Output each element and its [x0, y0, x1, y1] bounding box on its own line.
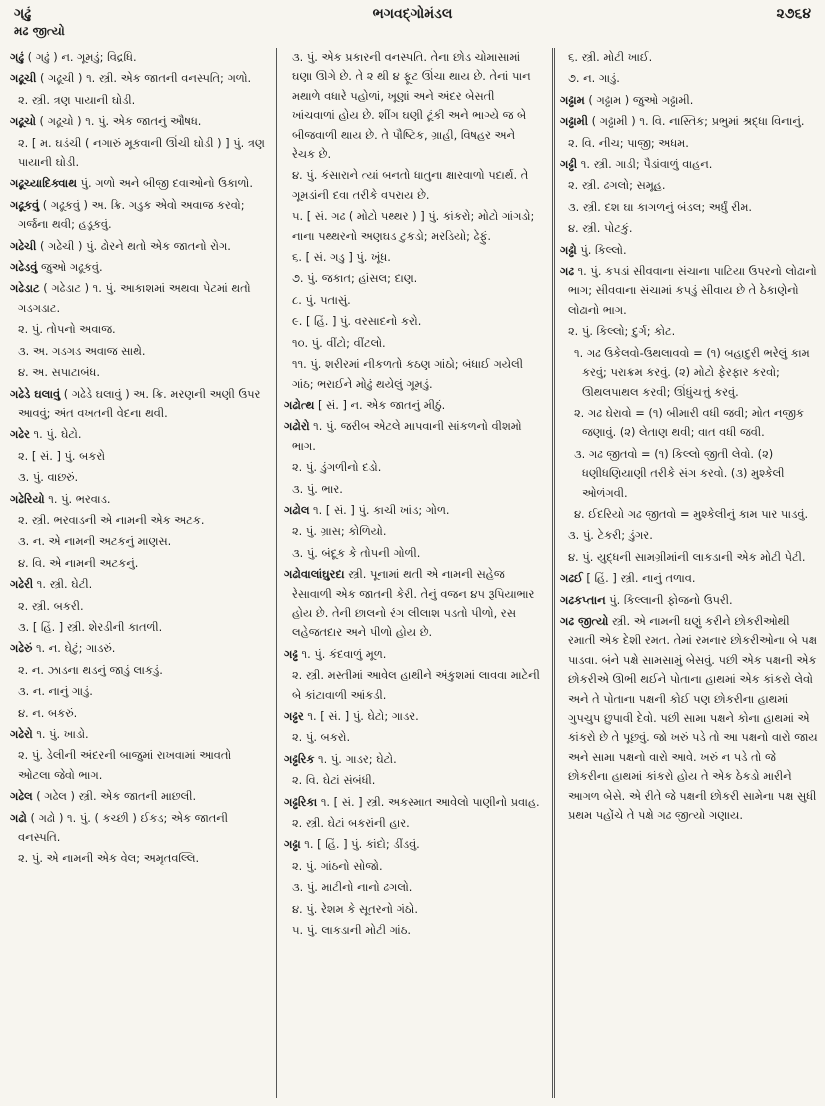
dictionary-entry [560, 262, 818, 320]
headword: ગઢેરી [10, 577, 34, 592]
sense-line: ૨. પું. બકરો. [292, 730, 351, 745]
entry-definition: ૧. [ સં. ] પું. ઘેટો; ગાડર. [303, 709, 419, 723]
entry-definition: ૧. પું. કપડાં સીવવાના સંચાના પાટિયા ઉપરનો લોઢાનો ભાગ; સીવવાના સંચામાં કપડું સીવાય છે તે ઠેકાણેનો લોઢાનો ભાગ. [568, 264, 817, 317]
dictionary-entry [10, 112, 266, 131]
sense-line: ૩. સ્ત્રી. દશ ઘા કાગળનું બંડલ; અર્ધું રીમ. [568, 199, 753, 214]
dictionary-entry [284, 750, 540, 769]
entry-definition: પું. કિલ્લો. [576, 242, 627, 257]
headword: ગઢો [10, 810, 27, 825]
headword: ગઢ્ઢર [284, 709, 304, 723]
sense-line: ૩. ન. નાનું ગાડું. [18, 684, 93, 699]
sense-line: ૨. સ્ત્રી. ત્રણ પાયાની ઘોડી. [18, 92, 136, 107]
sense-line: ૨. પું. ડુંગળીનો દડો. [292, 460, 382, 475]
sense-line: ૨. સ્ત્રી. મસ્તીમાં આવેલ હાથીને અંકુશમાં લાવવા માટેની બે કાંટાવાળી આંકડી. [292, 668, 540, 702]
entry-definition: ( ગઢેચી ) પું. ઢોરને થતો એક જાતનો રોગ. [36, 238, 231, 253]
headword: ગઢેરો [10, 727, 33, 741]
dictionary-entry [560, 112, 818, 131]
headword: ગઢેડે ઘલાવું [10, 386, 61, 401]
dictionary-entry [560, 155, 818, 174]
sense-line: ૩. પું. ટેકરી; ડુંગર. [568, 528, 653, 543]
sense-line: ૨. સ્ત્રી. ઘેટાં બકરાંની હાર. [292, 816, 410, 831]
entry-definition: ૧. ન. ઘેટું; ગાડરું. [32, 641, 116, 656]
entry-definition: સ્ત્રી. પૂનામાં થતી એ નામની સહેજ રેસાવાળી એક જાતની કેરી. તેનું વજન ૪૫ રૂપિયાભાર હોય છે. તેની છાલનો રંગ લીલાશ પડતો પીળો, રસ લહેજતદાર અને પીળો હોય છે. [292, 567, 535, 640]
sense-line: ૭. ન. ગાડું. [568, 71, 620, 86]
headword: ગઢ્ઢરિકા [284, 794, 318, 809]
dictionary-entry [10, 279, 266, 318]
dictionary-entry [284, 645, 540, 664]
dictionary-entry [284, 565, 540, 643]
column-divider-1 [276, 48, 277, 1098]
entry-definition: ( ગઢૂકવું ) અ. ક્રિ. ગડુક એવો અવાજ કરવો; ગર્જના થવી; હડૂકવું. [18, 197, 245, 232]
dictionary-entry [10, 237, 266, 256]
idiom-line: ૪. ઈદરિયો ગઢ જીતવો = મુશ્કેલીનું કામ પાર પાડવું. [574, 506, 809, 521]
dictionary-entry [10, 174, 266, 193]
entry-definition: ( ગઢૂચી ) ૧. સ્ત્રી. એક જાતની વનસ્પતિ; ગળો. [36, 71, 252, 86]
sense-line: ૨. [ સં. ] પું. બકરો [18, 448, 106, 463]
entry-definition: ( ગઢેડે ઘલાવું ) અ. ક્રિ. મરણની અણી ઉપર આવવું; અંત વખતની વેદના થવી. [18, 386, 261, 420]
sense-line: ૩. [ હિં. ] સ્ત્રી. શેરડીની કાતળી. [18, 619, 163, 634]
sense-line: ૪. પું. કંસારાને ત્યાં બનતો ધાતુના ક્ષારવાળો પદાર્થ. તે ગૂમડાંની દવા તરીકે વપરાય છે. [292, 168, 529, 202]
dictionary-entry [560, 591, 818, 610]
dictionary-entry [10, 258, 266, 277]
sense-line: ૨. ન. ઝાડના થડનું જાડું લાકડું. [18, 662, 163, 677]
sense-line: ૪. ન. બકરું. [18, 705, 78, 720]
entry-definition: ૧. પું. કંદવાળું મૂળ. [297, 646, 387, 661]
sense-line: ૩. પું. માટીનો નાનો ઢગલો. [292, 880, 413, 895]
entry-definition: ૧. પું. ખાડો. [32, 727, 89, 741]
dictionary-entry [10, 725, 266, 744]
sense-line: ૪. વિ. એ નામની અટકનું. [18, 555, 139, 570]
entry-definition: ( ગઢ્ઢામ ) જુઓ ગઢ્ઢામી. [584, 92, 694, 107]
sense-line: ૨. વિ. ઘેટાં સંબંધી. [292, 773, 376, 788]
column-divider-2 [552, 48, 555, 1098]
headword: ગઢોલ [284, 502, 310, 517]
sense-line: ૩. પું. ભાર. [292, 481, 343, 496]
headword: ગઢ્ઢરિક [284, 751, 315, 766]
idiom-line: ૨. ગઢ ઘેરાવો = (૧) બીમારી વધી જવી; મોત નજીક જણાવું. (૨) લેતાણ થવી; વાત વધી જવી. [574, 405, 804, 440]
entry-definition: પું. ગળો અને બીજી દવાઓનો ઉકાળો. [76, 176, 254, 191]
dictionary-entry [10, 425, 266, 444]
sense-line: ૩. પું. એક પ્રકારની વનસ્પતિ. તેના છોડ ચોમાસામાં ઘણા ઊગે છે. તે ૨ થી ૪ ફૂટ ઊંચા થાય છે. તેનાં પાન મથાળે વધારે પહોળાં, ખૂણાં અને અંદર બેસતી ખાંચવાળાં હોય છે. શીંગ ઘણી ટૂંકી અને ભાગ્યે જ બે બીજવાળી થાય છે. તે પૌષ્ટિક, ગ્રાહી, વિષહર અને રેચક છે. [292, 50, 531, 162]
header-first-word: ગઢું [14, 6, 32, 22]
headword: ગઢેરું [10, 641, 33, 656]
dictionary-entry [10, 69, 266, 88]
headword: ગઢું [10, 50, 24, 64]
headword: ગઢ [560, 264, 574, 279]
dictionary-entry [560, 91, 818, 110]
dictionary-entry [10, 639, 266, 658]
entry-definition: ૧. પું. જરીબ એટલે માપવાની સાંકળનો વીશમો ભાગ. [292, 419, 522, 453]
sense-line: ૫. પું. લાકડાની મોટી ગાંઠ. [292, 923, 411, 938]
column-3 [560, 48, 818, 1100]
sense-line: ૭. પું. જકાત; હાંસલ; દાણ. [292, 271, 418, 286]
sense-line: ૨. પું. ગાંઠનો સોજો. [292, 858, 383, 873]
entry-definition: ૧. પું. ભરવાડ. [44, 491, 111, 506]
idiom-line: ૧. ગઢ ઉકેલવો-ઉથલાવવો = (૧) બહાદુરી ભરેલું કામ કરવું; પરાક્રમ કરવું. (૨) મોટો ફેરફાર કરવો; ઊથલપાથલ કરવી; ઊંધુંચત્તું કરવું. [574, 345, 810, 399]
sense-line: ૨. વિ. નીચ; પાજી; અધમ. [568, 135, 689, 150]
headword: ગઢ્ઢામી [560, 114, 588, 129]
sense-line: ૨. સ્ત્રી. ઢગલો; સમૂહ. [568, 178, 666, 193]
sense-line: ૫. [ સં. ગઢ ( મોટો પથ્થર ) ] પું. કાંકરો; મોટો ગાંગડો; નાના પથ્થરનો અણઘડ ટુકડો; મરડિયો; ઢેફું. [292, 209, 535, 243]
dictionary-entry [284, 501, 540, 520]
entry-definition: જુઓ ગઢૂકવું. [37, 260, 103, 275]
sense-line: ૪. અ. સપાટાબંધ. [18, 365, 100, 380]
entry-definition: ૧. [ સં. ] પું. કાચી ખાંડ; ગોળ. [309, 502, 450, 517]
dictionary-entry [10, 196, 266, 235]
entry-definition: ૧. સ્ત્રી. ઘેટી. [33, 577, 93, 592]
entry-definition: ( ગઢ્ઢામી ) ૧. વિ. નાસ્તિક; પ્રભુમાં શ્રદ્ધા વિનાનું. [588, 114, 805, 129]
sense-line: ૩. પું. વાછરું. [18, 470, 79, 485]
idiom-line: ૩. ગઢ જીતવો = (૧) કિલ્લો જીતી લેવો. (૨) ધણીધણિયાણી તરીકે સંગ કરવો. (૩) મુશ્કેલી ઓળંગવી. [574, 446, 785, 500]
dictionary-entry [10, 385, 266, 424]
dictionary-entry [10, 490, 266, 509]
entry-definition: સ્ત્રી. એ નામની ઘણું કરીને છોકરીઓથી રમાતી એક દેશી રમત. તેમાં રમનાર છોકરીઓના બે પક્ષ પાડવા. બંને પક્ષે સામસામું બેસવું. પછી એક પક્ષની એક છોકરીએ ઊભી થઈને પોતાના હાથમાં એક કાંકરો લેવો અને તે પોતાના પક્ષની કોઈ પણ છોકરીના હાથમાં ગુપચુપ છુપાવી દેવો. પછી સામા પક્ષને કોના હાથમાં એ કાંકરો છે તે પૂછવું. જો ખરું પડે તો આ પક્ષનો વારો જાય અને સામા પક્ષનો વારો આવે. ખરું ન પડે તો જે છોકરીના હાથમાં કાંકરો હોય તે એક ઠેકડો મારીને આગળ બેસે. એ રીતે જે પક્ષની છોકરી સામેના પક્ષ સુધી પ્રથમ પહોંચે તે પક્ષે ગઢ જીત્યો ગણાય. [568, 613, 818, 823]
headword: ગઢોવાલાંઘુરદા [284, 567, 345, 582]
page-number: ૨૭૬૪ [776, 6, 811, 22]
column-1 [10, 48, 266, 1100]
sense-line: ૩. ન. એ નામની અટકનું માણસ. [18, 534, 172, 549]
header-last-word: મઢ જીત્યો [14, 24, 65, 38]
entry-definition: ૧. [ હિં. ] પું. કાંદો; ડીંડવું. [300, 837, 420, 852]
sense-line: ૨. પું. ગ્રાસ; કોળિયો. [292, 524, 387, 539]
entry-definition: પું. કિલ્લાની ફોજનો ઉપરી. [605, 592, 733, 607]
dictionary-entry [10, 809, 266, 848]
sense-line: ૨. સ્ત્રી. બકરી. [18, 598, 84, 613]
headword: ગઢૂચી [10, 71, 37, 86]
headword: ગઢોત્થ [284, 397, 315, 412]
entry-definition: ( ગઢેલ ) સ્ત્રી. એક જાતની માછલી. [32, 789, 197, 804]
dictionary-entry [10, 787, 266, 806]
sense-line: ૧૧. પું. શરીરમાં નીકળતો કઠણ ગાંઠો; બંધાઈ ગયેલી ગાંઠ; ભરાઈને મોઢું થયેલું ગૂમડું. [292, 357, 523, 391]
sense-line: ૪. સ્ત્રી. પોટકું. [568, 221, 633, 236]
sense-line: ૮. પું. પતાસું. [292, 292, 351, 307]
sense-line: ૪. પું. યુદ્ધની સામગ્રીમાંની લાકડાની એક મોટી પેટી. [568, 549, 806, 564]
entry-definition: ૧. પું. ઘેટો. [29, 427, 82, 442]
headword: ગઢ્ઢી [560, 157, 578, 172]
entry-definition: [ હિં. ] સ્ત્રી. નાનું તળાવ. [582, 571, 696, 586]
sense-line: ૩. અ. ગડગડ અવાજ સાથે. [18, 343, 146, 358]
dictionary-entry [560, 241, 818, 260]
headword: ગઢૂચ્યાદિક્વાથ [10, 176, 77, 191]
dictionary-entry [560, 569, 818, 588]
dictionary-entry [10, 48, 266, 67]
dictionary-entry [284, 417, 540, 456]
headword: ગઢકપ્તાન [560, 592, 606, 607]
sense-line: ૨. [ મ. ઘડંચી ( નગારું મૂકવાની ઊંચી ઘોડી ) ] પું. ત્રણ પાયાની ઘોડી. [18, 135, 265, 170]
sense-line: ૨. પું. તોપનો અવાજ. [18, 322, 116, 337]
sense-line: ૨. પું. કિલ્લો; દુર્ગ; કોટ. [568, 324, 676, 339]
headword: ગઢૂચો [10, 114, 36, 129]
dictionary-entry [284, 793, 540, 812]
entry-definition: ( ગઢો ) ૧. પું. ( કચ્છી ) ઈકડ; એક જાતની વનસ્પતિ. [18, 810, 229, 845]
entry-definition: ૧. સ્ત્રી. ગાડી; પૈડાંવાળું વાહન. [577, 157, 713, 172]
sense-line: ૩. પું. બંદૂક કે તોપની ગોળી. [292, 545, 421, 560]
dictionary-entry [284, 396, 540, 415]
entry-definition: ( ગઢેડાટ ) ૧. પું. આકાશમાં અથવા પેટમાં થતો ગડગડાટ. [18, 281, 251, 315]
dictionary-entry [284, 707, 540, 726]
headword: ગઢઈ [560, 571, 583, 586]
sense-line: ૬. સ્ત્રી. મોટી ખાઈ. [568, 50, 653, 64]
headword: ગઢ્ઢો [560, 242, 577, 257]
sense-line: ૨. સ્ત્રી. ભરવાડની એ નામની એક અટક. [18, 512, 205, 527]
headword: ગઢ્ઢામ [560, 92, 585, 107]
headword: ગઢ્ઢા [284, 837, 301, 852]
sense-line: ૧૦. પું. વીંટો; વીંટલો. [292, 335, 386, 350]
headword: ગઢેર [10, 427, 30, 442]
dictionary-entry [560, 612, 818, 825]
headword: ગઢ જીત્યો [560, 613, 609, 628]
page-header [14, 2, 811, 26]
sense-line: ૯. [ હિં. ] પું. વરસાદનો કરો. [292, 314, 422, 329]
entry-definition: ( ગઢું ) ન. ગૂમડું; વિદ્રધિ. [23, 50, 137, 64]
headword: ગઢૂકવું [10, 197, 40, 212]
sense-line: ૬. [ સં. ગડુ ] પું. ખૂંધ. [292, 250, 391, 265]
header-title: ભગવદ્ગોમંડલ [372, 6, 453, 22]
entry-definition: [ સં. ] ન. એક જાતનું મીઠું. [314, 397, 446, 412]
entry-definition: ૧. પું. ગાડર; ઘેટો. [314, 751, 397, 766]
sense-line: ૨. પું. ડેલીની અંદરની બાજુમાં રાખવામાં આવતો ઓટલા જેવો ભાગ. [18, 748, 232, 782]
sense-line: ૨. પું. એ નામની એક વેલ; અમૃતવલ્લિ. [18, 851, 200, 866]
headword: ગઢ્ઢ [284, 646, 298, 661]
headword: ગઢેરિયો [10, 491, 45, 506]
headword: ગઢોરો [284, 419, 310, 434]
headword: ગઢેચી [10, 238, 37, 253]
headword: ગઢેલ [10, 789, 33, 804]
headword: ગઢેડવું [10, 260, 38, 275]
headword: ગઢેડાટ [10, 281, 40, 296]
entry-definition: ( ગઢૂચો ) ૧. પું. એક જાતનું ઔષધ. [35, 114, 202, 129]
entry-definition: ૧. [ સં. ] સ્ત્રી. અકસ્માત આવેલો પાણીનો પ્રવાહ. [317, 794, 540, 809]
dictionary-entry [284, 835, 540, 854]
column-2 [284, 48, 540, 1100]
sense-line: ૪. પું. રેશમ કે સૂતરનો ગંઠો. [292, 901, 418, 916]
dictionary-entry [10, 575, 266, 594]
